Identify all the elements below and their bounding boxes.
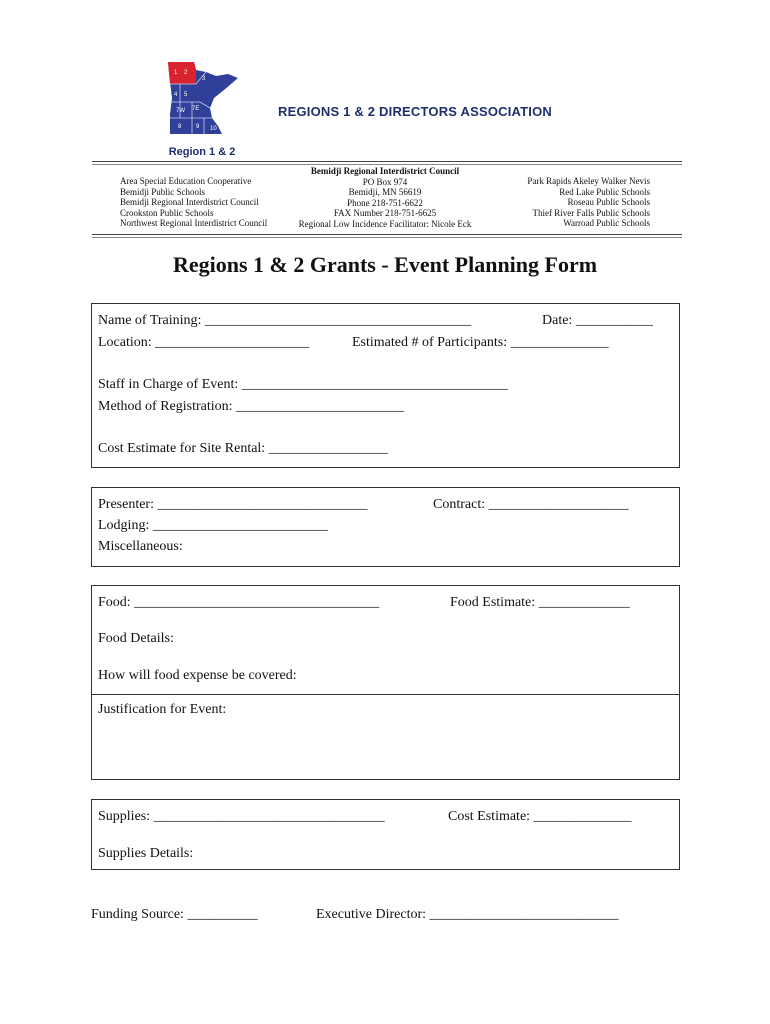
- header-rule-bottom-thin: [92, 237, 682, 238]
- food-estimate-field[interactable]: Food Estimate: _____________: [450, 595, 630, 610]
- participants-field[interactable]: Estimated # of Participants: ______________: [352, 335, 609, 350]
- supplies-section: [91, 799, 680, 870]
- header-rule-top: [92, 161, 682, 162]
- member-item: Bemidji Public Schools: [120, 186, 206, 197]
- svg-text:5: 5: [184, 92, 188, 98]
- food-details-field[interactable]: Food Details:: [98, 631, 174, 646]
- member-list-right: [500, 176, 650, 229]
- food-coverage-field[interactable]: How will food expense be covered:: [98, 668, 297, 683]
- executive-director-field[interactable]: Executive Director: ___________________________: [316, 907, 619, 922]
- form-title: Regions 1 & 2 Grants - Event Planning Form: [172, 252, 598, 277]
- contact-line: PO Box 974: [362, 176, 408, 187]
- svg-text:2: 2: [184, 70, 188, 76]
- member-item: Roseau Public Schools: [567, 197, 650, 207]
- staff-in-charge-field[interactable]: Staff in Charge of Event: ______________________________________: [98, 377, 508, 392]
- food-section: [91, 585, 680, 695]
- member-item: Area Special Education Cooperative: [120, 176, 252, 186]
- svg-text:10: 10: [210, 126, 217, 132]
- org-title: REGIONS 1 & 2 DIRECTORS ASSOCIATION: [278, 104, 553, 119]
- header-rule-top-thin: [92, 164, 682, 165]
- presenter-section: [91, 487, 680, 567]
- contact-line: FAX Number 218-751-6625: [333, 208, 437, 218]
- svg-text:7W: 7W: [176, 108, 185, 114]
- contact-line: Bemidji, MN 56619: [348, 187, 422, 197]
- registration-method-field[interactable]: Method of Registration: ________________________: [98, 399, 405, 414]
- header-rule-bottom: [92, 234, 682, 235]
- contact-block: [290, 166, 480, 229]
- member-item: Bemidji Regional Interdistrict Council: [120, 197, 259, 207]
- member-item: Warroad Public Schools: [563, 218, 650, 228]
- location-field[interactable]: Location: ______________________: [98, 335, 310, 350]
- svg-text:1: 1: [174, 70, 178, 76]
- miscellaneous-field[interactable]: Miscellaneous:: [98, 539, 183, 554]
- member-item: Crookston Public Schools: [120, 207, 214, 218]
- justification-section: [91, 694, 680, 780]
- minnesota-map-icon: [166, 58, 246, 146]
- svg-text:4: 4: [174, 92, 178, 98]
- supplies-details-field[interactable]: Supplies Details:: [98, 846, 194, 861]
- supplies-field[interactable]: Supplies: _________________________________: [98, 809, 385, 824]
- event-info-section: [91, 303, 680, 468]
- site-rental-field[interactable]: Cost Estimate for Site Rental: _________________: [98, 441, 388, 456]
- date-field[interactable]: Date: ___________: [542, 313, 653, 328]
- member-list-left: [120, 176, 267, 229]
- contact-line: Regional Low Incidence Facilitator: Nicole Eck: [298, 218, 472, 229]
- svg-text:7E: 7E: [192, 106, 200, 112]
- logo-label: Region 1 & 2: [168, 146, 236, 158]
- member-item: Thief River Falls Public Schools: [532, 207, 650, 218]
- svg-text:8: 8: [178, 124, 182, 130]
- funding-source-field[interactable]: Funding Source: __________: [91, 907, 258, 922]
- region-map-logo: [166, 58, 246, 160]
- member-item: Northwest Regional Interdistrict Council: [120, 218, 268, 228]
- lodging-field[interactable]: Lodging: _________________________: [98, 518, 328, 533]
- presenter-field[interactable]: Presenter: ______________________________: [98, 497, 368, 512]
- food-field[interactable]: Food: ___________________________________: [98, 595, 380, 610]
- contact-line: Phone 218-751-6622: [347, 197, 423, 208]
- svg-text:9: 9: [196, 124, 200, 130]
- supplies-cost-estimate-field[interactable]: Cost Estimate: ______________: [448, 809, 632, 824]
- svg-text:3: 3: [202, 76, 206, 82]
- member-item: Park Rapids Akeley Walker Nevis: [527, 176, 650, 186]
- member-item: Red Lake Public Schools: [559, 186, 650, 197]
- name-of-training-field[interactable]: Name of Training: ______________________________________: [98, 313, 471, 328]
- contract-field[interactable]: Contract: ____________________: [433, 497, 629, 512]
- justification-field[interactable]: Justification for Event:: [98, 702, 227, 717]
- contact-org-name: Bemidji Regional Interdistrict Council: [310, 166, 460, 176]
